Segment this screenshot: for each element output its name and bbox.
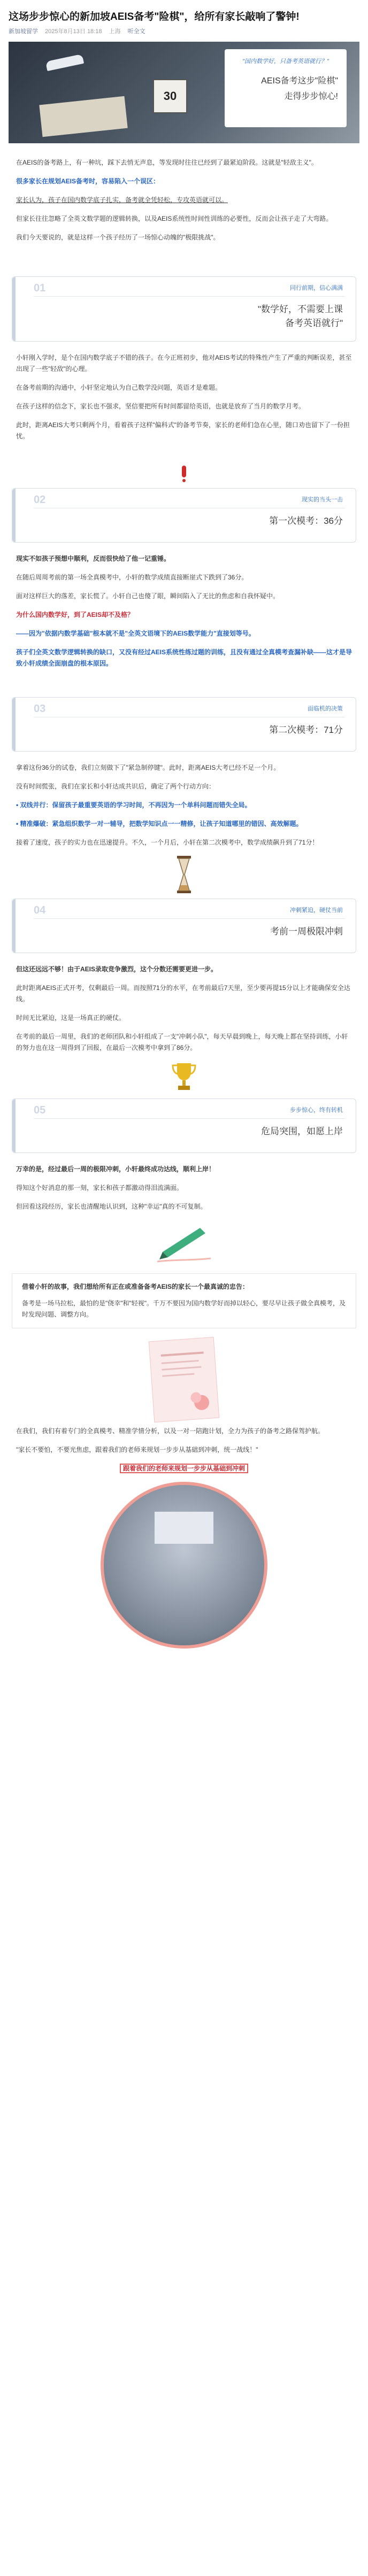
exclamation-icon [181,466,187,483]
section-number: 02 [34,494,46,506]
location-label: 上海 [109,28,121,35]
ending-quote [0,1444,368,1456]
section-number: 05 [34,1104,46,1116]
publish-date: 2025年8月13日 18:18 [45,28,102,35]
hero-caption-card [225,49,347,127]
pen-icon [152,1220,216,1263]
body-paragraph: 没有时间慌张，我们在家长和小轩达成共识后，确定了两个行动方向： [16,783,216,790]
paper-shape [39,96,127,137]
body-paragraph: 现实不如孩子预想中顺利，反而很快给了他一记重锤。 [16,555,171,562]
listen-button[interactable]: 听全文 [127,28,145,35]
body-paragraph: 拿着这份36分的试卷，我们立刻做下了"紧急制停键"。此时，距离AEIS大考已经不足一个月。 [16,764,280,771]
section-accent-bar [12,698,16,751]
intro-paragraph: 我们今天要说的，就是这样一个孩子经历了一场惊心动魄的"极限挑战"。 [16,234,220,241]
intro-paragraph: 很多家长在规划AEIS备考时，容易陷入一个误区： [16,177,160,185]
section-subtitle: 面临机的决策 [308,706,343,712]
body-paragraph: 但回看这段经历，家长也清醒地认识到，这种"幸运"真的不可复制。 [16,1203,207,1210]
section-card-2 [12,488,356,543]
section-number: 04 [34,904,46,916]
section-subtitle: 步步惊心，终有转机 [290,1107,343,1113]
body-paragraph: 在孩子这样的信念下，家长也不强求，坚信要把所有时间都留给英语，也就是放弃了当月的数学月考。 [16,403,305,410]
section-accent-bar [12,489,16,542]
section-heading-line: "数学好，不需要上课 [257,304,343,314]
certificate-image [149,1337,219,1422]
section-divider [34,296,345,297]
section-subtitle: 冲刺紧迫，硬仗当前 [290,907,343,914]
ending-quote-text: "家长不要怕，不要光焦虑，跟着我们的老师来规划一步步从基础到冲刺，统一战线！" [16,1446,258,1453]
section-number: 03 [34,703,46,715]
body-paragraph: 此时距离AEIS正式开考，仅剩最后一周。而按照71分的水平，在考前最后7天里，至少要再提15分以上才能确保安全达线。 [16,984,350,1003]
section-heading: 第一次模考：36分 [269,516,343,526]
body-paragraph: ——因为"依据内数学基础"根本就不是"全英文语境下的AEIS数学能力"直接划等号。 [16,630,255,637]
intro-paragraph: 家长认为，孩子在国内数学底子扎实，备考就全凭轻松，专攻英语就可以。 [16,196,228,204]
hero-tag: "国内数学好，只备考英语就行？" [242,58,329,65]
hero-image [9,42,359,143]
section-card-4 [12,899,356,953]
hourglass-icon [176,856,192,893]
section-card-1 [12,276,356,342]
body-paragraph: 此时，距离AEIS大考只剩两个月，看着孩子这样"偏科式"的备考节奏，家长的老师们急在心里，随口劝也留下了一份担忧。 [16,421,350,440]
hero-line-2: 走得步步惊心! [284,92,338,101]
body-paragraph: 在备考前期的沟通中，小轩坚定地认为自己数学没问题，英语才是难题。 [16,384,222,391]
body-paragraph: 万幸的是，经过最后一周的极限冲刺，小轩最终成功达线，顺利上岸！ [16,1165,216,1173]
hero-line-1: AEIS备考这步"险棋" [261,76,338,86]
lamp-shape [45,54,84,71]
section-number: 01 [34,282,46,294]
section-heading: 危局突围，如愿上岸 [261,1126,343,1136]
flower-icon [149,1337,219,1422]
body-paragraph: 接着了速度，孩子的实力也在迅速提升。不久，一个月后，小轩在第二次模考中，数学成绩飙升到了71分！ [16,839,319,846]
whiteboard-shape [155,1512,213,1544]
section-accent-bar [12,1099,16,1152]
section-subtitle: 同行前期，信心满满 [290,285,343,291]
highlight-text: 跟着我们的老师来规划一步步从基础到冲刺 [120,1464,248,1473]
conclusion-paragraph: 备考是一场马拉松，最怕的是"侥幸"和"轻视"。千万不要因为国内数学好而掉以轻心，要尽早让孩子做全真模考，及时发现问题、调整方向。 [22,1299,346,1318]
section-accent-bar [12,899,16,953]
trophy-icon [171,1061,197,1093]
number-card: 30 [153,79,187,113]
ending-paragraph: 在我们，我们有着专门的全真模考、精准学情分析，以及一对一陪跑计划，全力为孩子的备考之路保驾护航。 [16,1427,325,1435]
body-paragraph: 时间无比紧迫，这是一场真正的硬仗。 [16,1014,126,1022]
body-paragraph: 小轩刚入学时，是个在国内数学底子不错的孩子。在今正班初步，他对AEIS考试的特殊性产生了严重的判断误差，甚至出现了一些"轻敌"的心理。 [16,354,352,373]
section-heading: 第二次模考：71分 [269,725,343,735]
article-title: 这场步步惊心的新加坡AEIS备考"险棋"，给所有家长敲响了警钟! [9,11,300,22]
section-heading: 考前一周极限冲刺 [270,926,343,937]
section-subtitle: 现实的当头一击 [302,497,343,503]
section-divider [34,918,345,919]
article-meta [0,27,368,42]
body-paragraph: 为什么国内数学好，到了AEIS却不及格？ [16,611,134,618]
section-heading [258,303,343,330]
body-paragraph: 面对这样巨大的落差，家长慌了。小轩自己也傻了眼，瞬间陷入了无比的焦虑和自我怀疑中。 [16,592,280,600]
section-accent-bar [12,277,16,341]
intro-paragraph: 但家长往往忽略了全英文数学题的逻辑转换，以及AEIS系统性时间性训练的必要性，反而会让孩子走了大弯路。 [16,215,333,222]
body-paragraph: 在考前的最后一周里，我们的老师团队和小轩组成了一支"冲刺小队"，每天早晨到晚上，每天晚上都在坚持训练，小轩的努力也在这一周得到了回报，在最后一次模考中拿到了86分。 [16,1033,348,1051]
body-paragraph: 但这还远远不够！由于AEIS录取竞争激烈，这个分数还需要更进一步。 [16,965,218,973]
classroom-photo [101,1482,267,1649]
body-paragraph: 得知这个好消息的那一刻，家长和孩子都激动得泪流满面。 [16,1184,183,1192]
body-paragraph: 孩子们全英文数学逻辑转换的缺口，又没有经过AEIS系统性练过题的训练，且没有通过全真模考查漏补缺——这才是导致小轩成绩全面崩盘的根本原因。 [16,648,352,667]
body-paragraph: • 精准爆破：紧急组织数学一对一辅导，把数学知识点一一精修，让孩子知道哪里的错因、高效解题。 [16,820,303,827]
account-link[interactable]: 新加坡留学 [9,28,38,35]
section-card-5 [12,1099,356,1153]
conclusion-paragraph: 借着小轩的故事，我们想给所有正在或准备备考AEIS的家长一个最真诚的忠告： [22,1283,249,1290]
highlight-line [0,1463,368,1474]
section-card-3 [12,697,356,752]
section-heading-line: 备考英语就行" [285,318,343,328]
section-divider [34,1118,345,1119]
body-paragraph: • 双线并行：保留孩子最重要英语的学习时间，不再因为一个单科问题而错失全局。 [16,801,251,809]
body-paragraph: 在随后周周考前的第一场全真模考中，小轩的数学成绩直接断崖式下跌到了36分。 [16,574,248,581]
intro-paragraph: 在AEIS的备考路上，有一种坑，踩下去悄无声息，等发现时往往已经到了最紧迫阶段。这就是"轻敌主义"。 [16,159,318,166]
conclusion-box [12,1273,356,1328]
